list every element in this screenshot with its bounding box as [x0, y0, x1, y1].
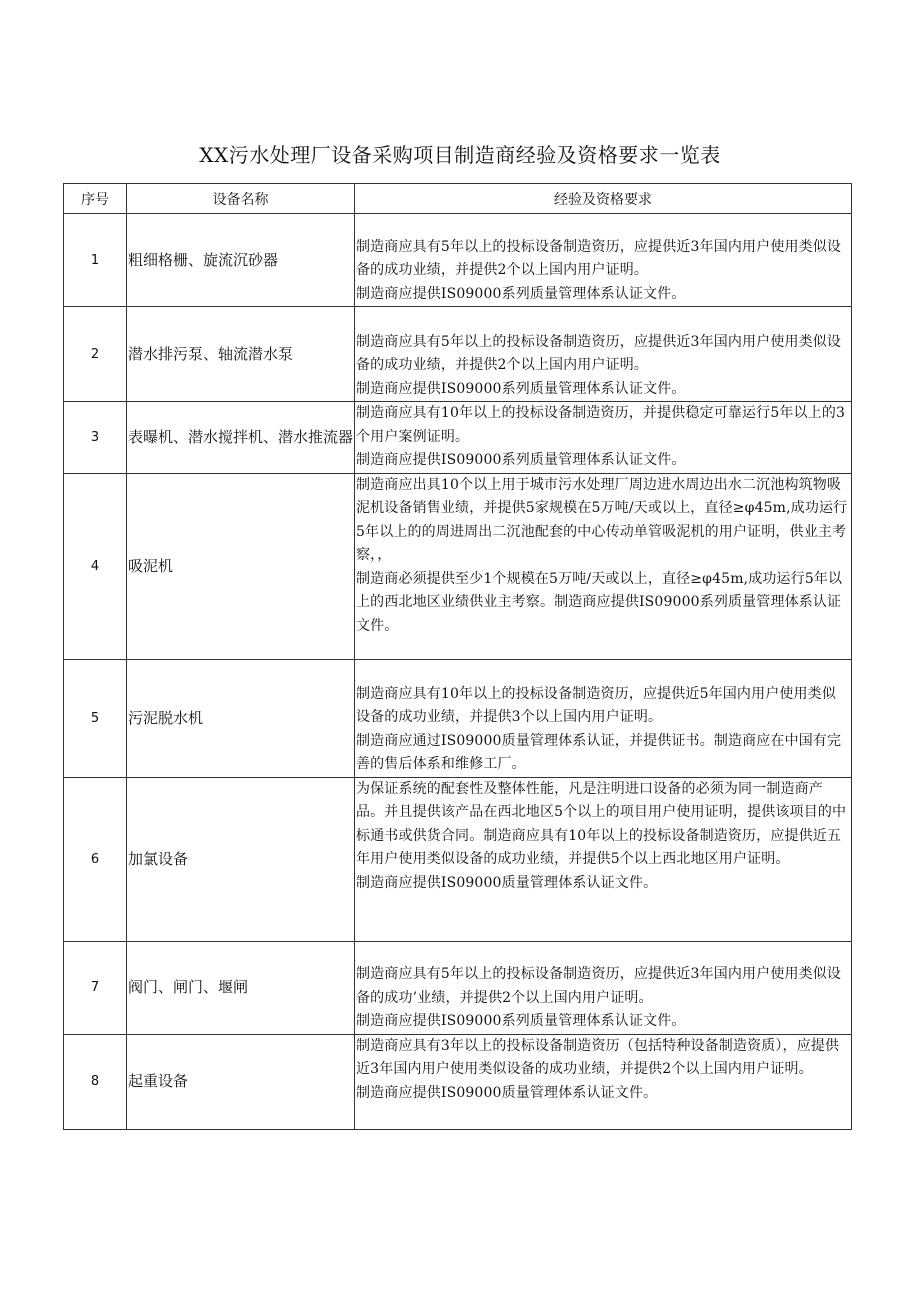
row-number: 6: [64, 777, 127, 941]
row-number: 1: [64, 214, 127, 307]
requirement-text: 制造商应具有5年以上的投标设备制造资历，应提供近3年国内用户使用类似设备的成功业绩，并提供2个以上国内用户证明。: [356, 238, 842, 278]
requirements-cell: [355, 473, 852, 659]
table-row: [64, 214, 852, 307]
header-no: 序号: [64, 184, 127, 214]
equipment-name: 阀门、闸门、堰闸: [127, 941, 355, 1034]
row-number: 4: [64, 473, 127, 659]
table-row: [64, 402, 852, 474]
row-number: 2: [64, 307, 127, 402]
table-row: [64, 473, 852, 659]
requirement-text: 制造商应提供IS09000系列质量管理体系认证文件。: [356, 285, 686, 302]
table-row: [64, 307, 852, 402]
header-equipment-name: 设备名称: [127, 184, 355, 214]
table-row: [64, 941, 852, 1034]
requirements-cell: [355, 214, 852, 307]
equipment-name: 潜水排污泵、轴流潜水泵: [127, 307, 355, 402]
header-requirements: 经验及资格要求: [355, 184, 852, 214]
row-number: 8: [64, 1034, 127, 1129]
requirement-text: 为保证系统的配套性及整体性能，凡是注明进口设备的必须为同一制造商产品。并且提供该产品在西北地区5个以上的项目用户使用证明，提供该项目的中标通书或供货合同。制造商应具有10年以上的投标设备制造资历，应提供近五年用户使用类似设备的成功业绩，并提供5个以上西北地区用户证明。: [356, 780, 847, 867]
requirements-cell: [355, 1034, 852, 1129]
requirement-text: 制造商应通过IS09000质量管理体系认证，并提供证书。制造商应在中国有完善的售后体系和维修工厂。: [356, 732, 842, 772]
requirements-cell: [355, 659, 852, 777]
row-number: 5: [64, 659, 127, 777]
requirement-text: 制造商应提供IS09000质量管理体系认证文件。: [356, 1084, 658, 1101]
requirement-text: 制造商应具有5年以上的投标设备制造资历，应提供近3年国内用户使用类似设备的成功’业绩，并提供2个以上国内用户证明。: [356, 966, 842, 1006]
table-row: [64, 777, 852, 941]
requirement-text: 制造商应具有5年以上的投标设备制造资历，应提供近3年国内用户使用类似设备的成功业绩，并提供2个以上国内用户证明。: [356, 333, 842, 373]
table-row: [64, 659, 852, 777]
table-header-row: [64, 184, 852, 214]
table-row: [64, 1034, 852, 1129]
requirement-text: 制造商应提供IS09000系列质量管理体系认证文件。: [356, 380, 686, 397]
equipment-name: 粗细格栅、旋流沉砂器: [127, 214, 355, 307]
requirement-text: 制造商必须提供至少1个规模在5万吨/天或以上，直径≥φ45m,成功运行5年以上的西北地区业绩供业主考察。制造商应提供IS09000系列质量管理体系认证文件。: [356, 570, 843, 634]
requirements-table: [63, 183, 852, 1130]
row-number: 7: [64, 941, 127, 1034]
requirements-cell: [355, 402, 852, 474]
equipment-name: 污泥脱水机: [127, 659, 355, 777]
equipment-name: 吸泥机: [127, 473, 355, 659]
requirement-text: 制造商应提供IS09000系列质量管理体系认证文件。: [356, 452, 686, 468]
requirements-cell: [355, 777, 852, 941]
requirement-text: 制造商应具有3年以上的投标设备制造资历（包括特种设备制造资质），应提供近3年国内用户使用类似设备的成功业绩，并提供2个以上国内用户证明。: [356, 1037, 840, 1077]
equipment-name: 加氯设备: [127, 777, 355, 941]
equipment-name: 表曝机、潜水搅拌机、潜水推流器: [127, 402, 355, 474]
requirement-text: 制造商应提供IS09000质量管理体系认证文件。: [356, 874, 658, 891]
row-number: 3: [64, 402, 127, 474]
requirement-text: 制造商应具有10年以上的投标设备制造资历，应提供近5年国内用户使用类似设备的成功业绩，并提供3个以上国内用户证明。: [356, 685, 836, 725]
requirements-cell: [355, 307, 852, 402]
requirement-text: 制造商应提供IS09000系列质量管理体系认证文件。: [356, 1013, 686, 1029]
equipment-name: 起重设备: [127, 1034, 355, 1129]
requirement-text: 制造商应出具10个以上用于城市污水处理厂周边进水周边出水二沉池构筑物吸泥机设备销售业绩，并提供5家规模在5万吨/天或以上，直径≥φ45m,成功运行5年以上的的周进周出二沉池配套的中心传动单管吸泥机的用户证明，供业主考察，，: [356, 476, 848, 563]
requirements-cell: [355, 941, 852, 1034]
requirement-text: 制造商应具有10年以上的投标设备制造资历，并提供稳定可靠运行5年以上的3个用户案例证明。: [356, 405, 846, 445]
page-title: XX污水处理厂设备采购项目制造商经验及资格要求一览表: [199, 143, 721, 167]
